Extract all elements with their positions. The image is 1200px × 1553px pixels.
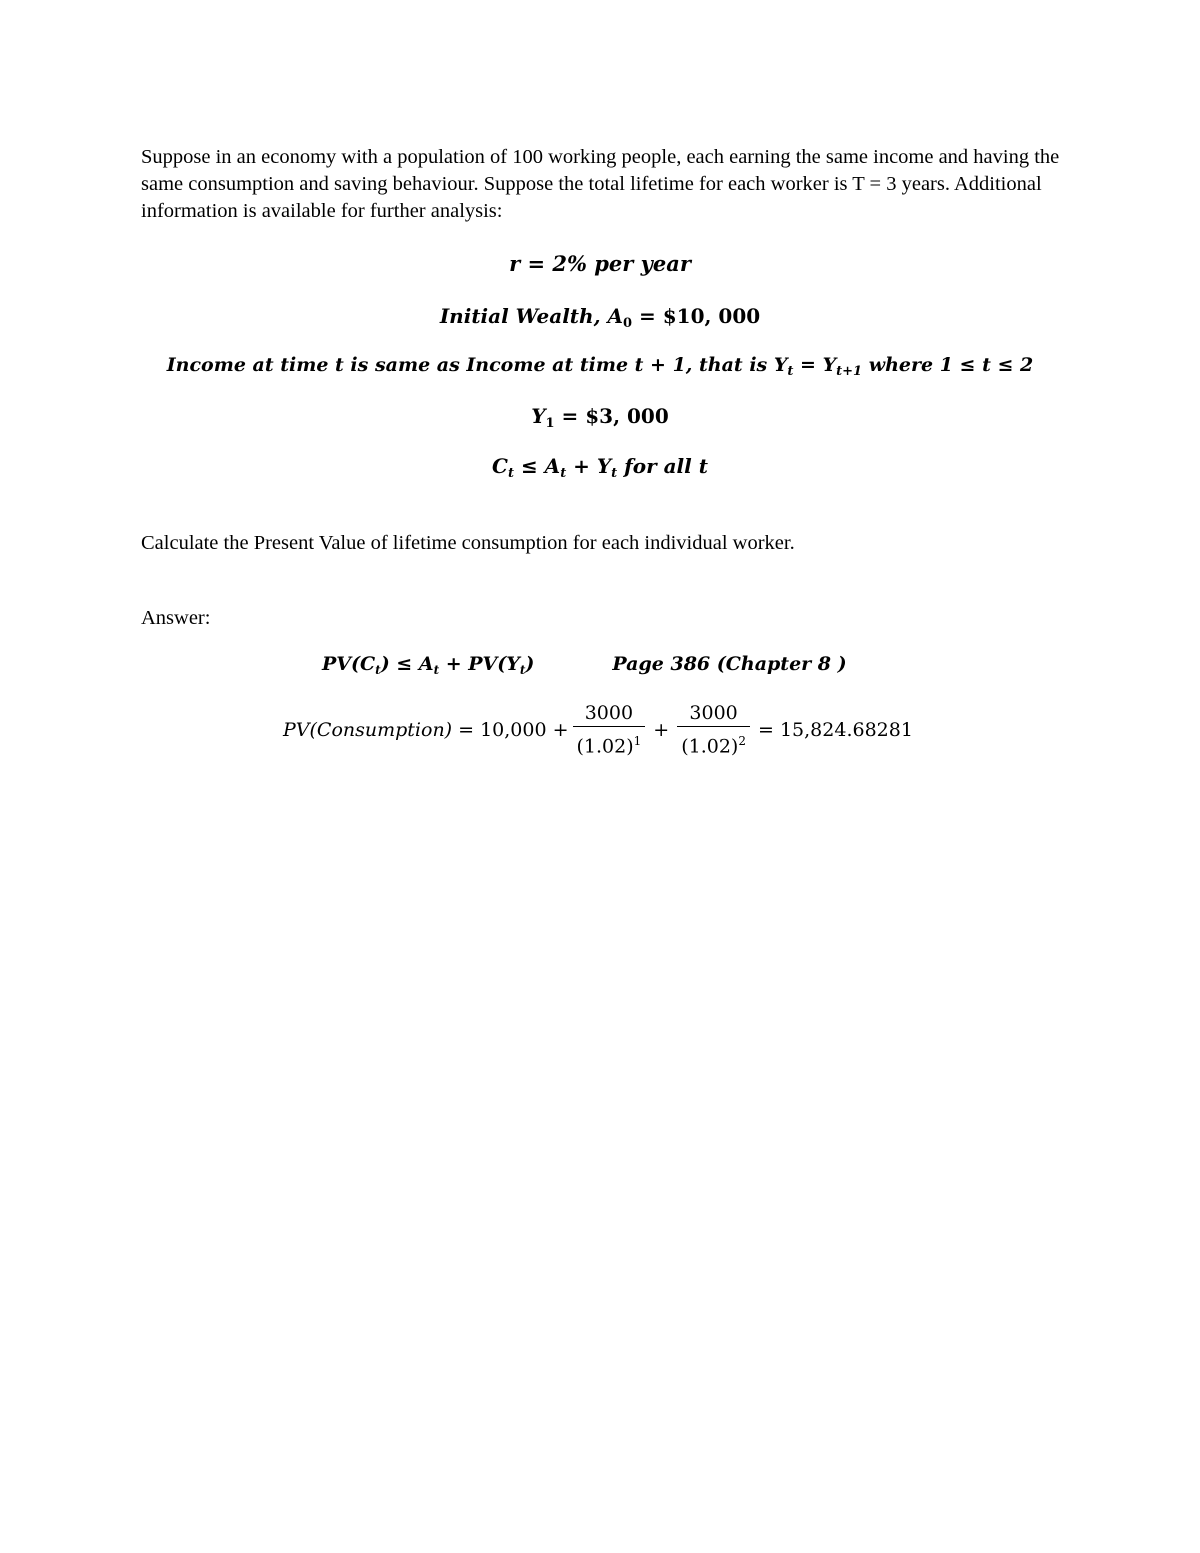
initial-wealth-equation	[0, 304, 1200, 331]
constraint-s2: t	[560, 466, 567, 481]
plus-sign: +	[653, 719, 670, 742]
initial-wealth-sub: 0	[623, 316, 633, 331]
initial-wealth-label: Initial Wealth, A	[439, 304, 624, 328]
formula-p3: + PV(Y	[439, 653, 520, 675]
formula-p4: )	[525, 653, 535, 675]
income-y1-equation	[0, 404, 1200, 431]
interest-rate-equation: r = 2% per year	[509, 251, 691, 276]
question-text: Calculate the Present Value of lifetime consumption for each individual worker.	[141, 532, 795, 554]
fraction-2-numerator: 3000	[689, 702, 738, 724]
income-rule-part3: where 1 ≤ t ≤ 2	[862, 354, 1034, 376]
pv-lhs: PV(Consumption) =	[283, 719, 475, 742]
fraction-1-exponent: 1	[633, 734, 642, 748]
income-rule-sub2: t+1	[836, 364, 863, 379]
income-rule-part1: Income at time t is same as Income at time t + 1, that is Y	[166, 354, 788, 376]
consumption-constraint-equation	[0, 454, 1200, 481]
income-rule-sub1: t	[787, 364, 794, 379]
answer-label: Answer:	[141, 607, 211, 629]
fraction-2-denominator	[677, 726, 750, 760]
fraction-1-numerator: 3000	[584, 702, 634, 724]
formula-s2: t	[433, 663, 440, 677]
income-rule-equation	[0, 354, 1200, 379]
formula-s3: t	[519, 663, 526, 677]
initial-wealth-value: = $10, 000	[632, 304, 761, 328]
formula-p1: PV(C	[322, 653, 376, 675]
constraint-p1: C	[492, 454, 508, 478]
constraint-s3: t	[611, 466, 618, 481]
constraint-p2: ≤ A	[513, 454, 561, 478]
income-y1-value: = $3, 000	[554, 404, 669, 428]
intro-paragraph: Suppose in an economy with a population of 100 working people, each earning the same income and having the same consumption and saving behaviour. Suppose the total lifetime for each worker is T = 3 years. Additional information is available for further analysis:	[141, 146, 1060, 222]
income-y1-label: Y	[531, 404, 546, 428]
constraint-p3: + Y	[566, 454, 612, 478]
fraction-term-1	[573, 700, 646, 760]
fraction-1-denominator	[573, 726, 646, 760]
pv-initial-wealth: 10,000 +	[480, 719, 569, 742]
constraint-s1: t	[507, 466, 514, 481]
answer-formula-line	[322, 653, 847, 677]
income-y1-sub: 1	[545, 416, 555, 431]
formula-p2: ) ≤ A	[380, 653, 434, 675]
fraction-1-base: (1.02)	[576, 735, 634, 758]
page-reference: Page 386	[612, 653, 711, 675]
formula-s1: t	[375, 663, 381, 677]
fraction-2-exponent: 2	[738, 734, 746, 748]
income-rule-part2: = Y	[793, 354, 837, 376]
fraction-term-2	[677, 700, 750, 760]
pv-result: = 15,824.68281	[758, 719, 913, 742]
chapter-reference: (Chapter 8 )	[716, 653, 847, 675]
fraction-2-base: (1.02)	[681, 735, 739, 758]
pv-calculation-line	[283, 700, 917, 760]
constraint-p4: for all t	[617, 454, 708, 478]
